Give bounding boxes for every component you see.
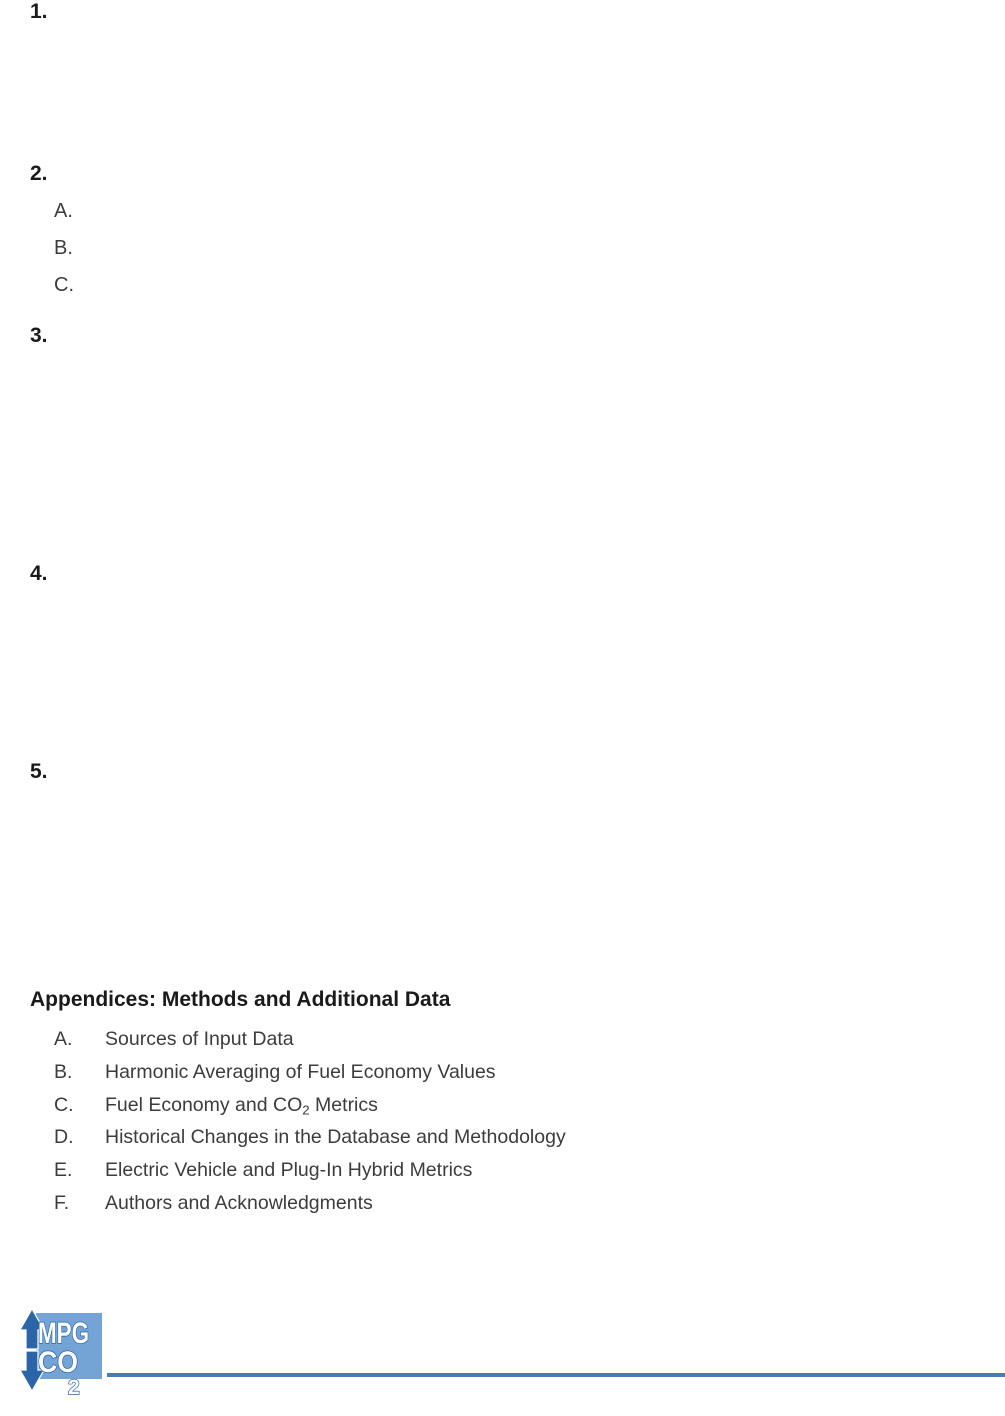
logo-text-subscript-2: 2 xyxy=(68,1376,80,1399)
appendix-item-a-text: Sources of Input Data xyxy=(105,1028,294,1050)
co2-subscript: 2 xyxy=(302,1102,310,1118)
appendix-item-e xyxy=(54,1161,472,1181)
logo-text-mpg: MPG xyxy=(38,1317,89,1350)
appendix-item-b-text: Harmonic Averaging of Fuel Economy Values xyxy=(105,1061,496,1083)
appendix-item-c-text: Fuel Economy and CO2 Metrics xyxy=(105,1094,378,1118)
toc-chapter-2-subitem-c: C. xyxy=(54,274,74,296)
appendix-item-b xyxy=(54,1063,496,1083)
appendix-item-a-letter: A. xyxy=(54,1028,73,1050)
appendix-item-d-letter: D. xyxy=(54,1126,74,1148)
appendices-heading: Appendices: Methods and Additional Data xyxy=(30,988,451,1011)
appendix-item-c xyxy=(54,1096,378,1117)
footer-divider-line xyxy=(107,1373,1005,1377)
appendix-item-a xyxy=(54,1030,294,1050)
appendix-item-f-letter: F. xyxy=(54,1192,70,1214)
appendix-item-c-letter: C. xyxy=(54,1094,74,1116)
appendix-item-e-text: Electric Vehicle and Plug-In Hybrid Metrics xyxy=(105,1159,473,1181)
mpg-co2-logo xyxy=(12,1306,108,1402)
toc-chapter-2-subitem-a: A. xyxy=(54,200,73,222)
appendix-item-e-letter: E. xyxy=(54,1159,73,1181)
toc-chapter-4-number: 4. xyxy=(30,562,48,585)
appendix-item-f xyxy=(54,1194,373,1214)
logo-text-co: CO xyxy=(38,1346,78,1379)
toc-chapter-5-number: 5. xyxy=(30,760,48,783)
toc-chapter-2-subitem-b: B. xyxy=(54,237,73,259)
toc-chapter-2-number: 2. xyxy=(30,162,48,185)
toc-chapter-1-number: 1. xyxy=(30,0,48,23)
appendix-item-f-text: Authors and Acknowledgments xyxy=(105,1192,373,1214)
toc-chapter-3-number: 3. xyxy=(30,324,48,347)
appendix-item-d-text: Historical Changes in the Database and Methodology xyxy=(105,1126,566,1148)
appendix-item-b-letter: B. xyxy=(54,1061,73,1083)
appendix-item-d xyxy=(54,1128,566,1148)
